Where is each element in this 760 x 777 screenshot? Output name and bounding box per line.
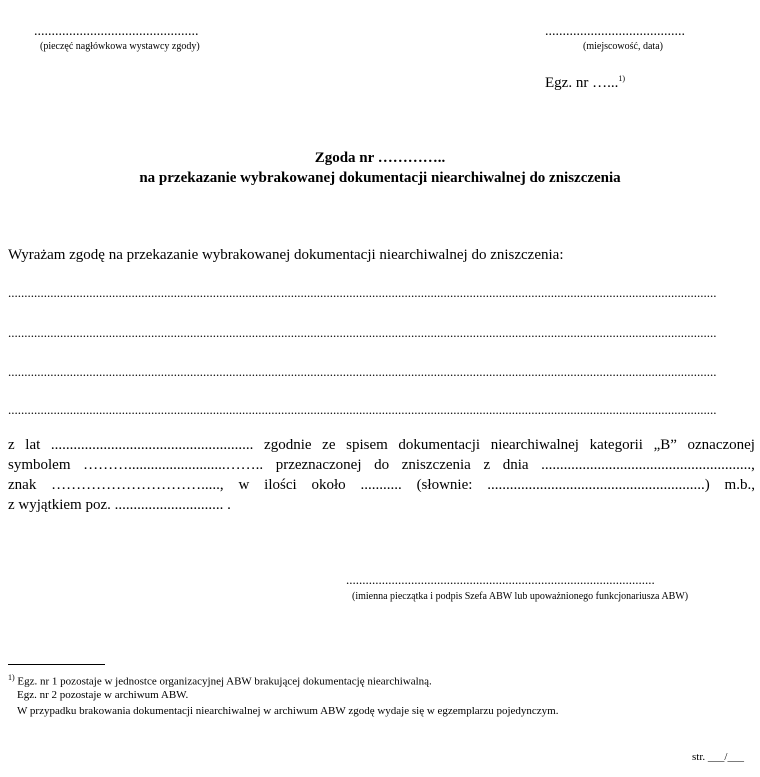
- word: kategorii: [589, 437, 643, 453]
- word: (słownie:: [416, 477, 473, 493]
- signature-dotline: ...............................................................................................: [346, 572, 655, 587]
- years-dotfield: ......................................................: [50, 437, 254, 453]
- footnote-1: [8, 673, 432, 688]
- copy-number-label: Egz. nr …...: [545, 75, 619, 91]
- footnote-line: W przypadku brakowania dokumentacji niearchiwalnej w archiwum ABW zgodę wydaje się w egzemplarzu pojedynczym.: [17, 705, 559, 717]
- paragraph-line-sign: [8, 475, 755, 495]
- word: niearchiwalnej: [490, 437, 579, 453]
- quantity-words-dotfield: ..........................................................): [487, 477, 710, 493]
- footnote-divider: [8, 664, 105, 665]
- fill-dotline: ..........................................................................................................................................................................................................................: [8, 326, 717, 340]
- word: około: [311, 477, 346, 493]
- word: oznaczonej: [687, 437, 755, 453]
- word: symbolem: [8, 457, 71, 473]
- word: do: [374, 457, 390, 473]
- signature-caption: (imienna pieczątka i podpis Szefa ABW lub upoważnionego funkcjonariusza ABW): [352, 591, 689, 602]
- word: dokumentacji: [398, 437, 481, 453]
- word: zgodnie: [264, 437, 312, 453]
- consent-intro: Wyrażam zgodę na przekazanie wybrakowanej dokumentacji niearchiwalnej do zniszczenia:: [8, 247, 564, 263]
- word: w: [238, 477, 250, 493]
- copy-number: [545, 74, 625, 92]
- paragraph-line-exception: z wyjątkiem poz. ............................. .: [8, 497, 231, 513]
- category-label: „B”: [653, 437, 677, 453]
- word: z: [8, 437, 15, 453]
- date-dotfield: ........................................................,: [541, 457, 755, 473]
- word: ze: [322, 437, 336, 453]
- paragraph-line-years: [8, 435, 755, 455]
- issuer-stamp-dotline: ...............................................: [34, 24, 199, 39]
- paragraph-line-symbol: [8, 455, 755, 475]
- place-date-caption: (miejscowość, data): [583, 41, 663, 52]
- symbol-dotfield: ………..........................……..: [83, 457, 264, 473]
- quantity-dotfield: ...........: [360, 477, 402, 493]
- word: lat: [25, 437, 41, 453]
- consent-paragraph: [8, 435, 755, 515]
- footnote-mark: 1): [8, 673, 15, 682]
- place-date-dotline: ........................................: [545, 24, 685, 39]
- consent-subtitle: na przekazanie wybrakowanej dokumentacji niearchiwalnej do zniszczenia: [139, 170, 621, 186]
- footnote-line: Egz. nr 2 pozostaje w archiwum ABW.: [17, 689, 189, 701]
- issuer-stamp-caption: (pieczęć nagłówkowa wystawcy zgody): [40, 41, 200, 52]
- sign-dotfield: ………………………….....,: [51, 477, 224, 493]
- footnote-line: Egz. nr 1 pozostaje w jednostce organizacyjnej ABW brakującej dokumentację niearchiwalną.: [17, 675, 432, 688]
- word: dnia: [502, 457, 529, 473]
- word: z: [483, 457, 491, 473]
- copy-footnote-mark: 1): [618, 74, 625, 83]
- word: znak: [8, 477, 37, 493]
- unit-label: m.b.,: [724, 477, 755, 493]
- fill-dotline: ..........................................................................................................................................................................................................................: [8, 286, 717, 300]
- fill-dotline: ..........................................................................................................................................................................................................................: [8, 365, 717, 379]
- word: zniszczenia: [401, 457, 471, 473]
- fill-dotline: ..........................................................................................................................................................................................................................: [8, 403, 717, 417]
- word: spisem: [346, 437, 388, 453]
- word: przeznaczonej: [275, 457, 362, 473]
- page-number: str. ___/___: [692, 751, 744, 763]
- word: ilości: [264, 477, 297, 493]
- consent-title: Zgoda nr …………..: [314, 150, 446, 166]
